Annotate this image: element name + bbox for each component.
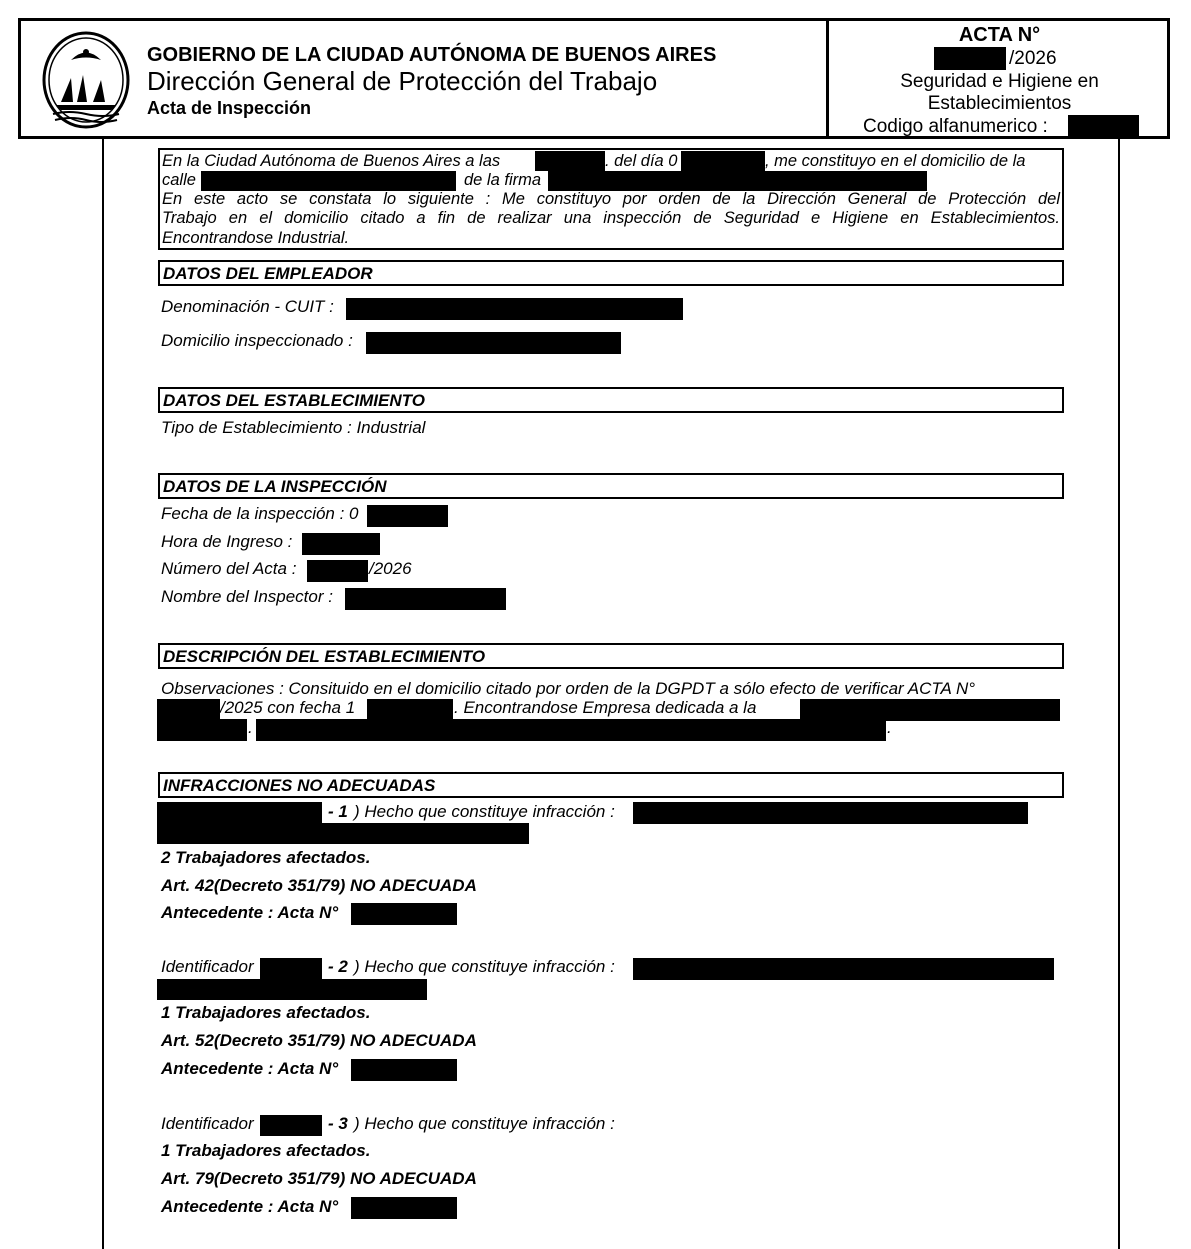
redacted-denominacion xyxy=(346,298,683,320)
redacted-numero xyxy=(307,560,368,582)
redacted-actividad xyxy=(800,699,1060,721)
city-seal-icon xyxy=(41,30,131,130)
intro-line-1b: . del día 0 xyxy=(605,152,678,170)
infraccion-2-hecho: ) Hecho que constituye infracción : xyxy=(354,957,615,976)
redacted-identificador-1 xyxy=(157,802,322,823)
redacted-hora xyxy=(302,533,380,555)
infraccion-2-num: - 2 xyxy=(328,957,348,976)
section-infracciones: INFRACCIONES NO ADECUADAS xyxy=(158,772,1064,798)
tipo-establecimiento: Tipo de Establecimiento : Industrial xyxy=(161,418,426,437)
fecha-inspeccion: Fecha de la inspección : 0 xyxy=(161,504,359,523)
section-descripcion: DESCRIPCIÓN DEL ESTABLECIMIENTO xyxy=(158,643,1064,669)
intro-line-1c: , me constituyo en el domicilio de la xyxy=(765,152,1026,170)
intro-line-5: Encontrandose Industrial. xyxy=(162,229,350,247)
redacted-antecedente-2 xyxy=(351,1059,457,1081)
section-establecimiento: DATOS DEL ESTABLECIMIENTO xyxy=(158,387,1064,413)
infraccion-3-prefix: Identificador xyxy=(161,1114,254,1133)
infraccion-1-articulo: Art. 42(Decreto 351/79) NO ADECUADA xyxy=(161,876,477,895)
redacted-identificador-3 xyxy=(260,1115,322,1136)
nombre-inspector: Nombre del Inspector : xyxy=(161,587,333,606)
codigo-label: Codigo alfanumerico : xyxy=(863,116,1048,137)
acta-label: ACTA N° xyxy=(958,24,1041,46)
acta-year: /2026 xyxy=(1009,48,1057,69)
redacted-acta-ref xyxy=(157,699,220,721)
observaciones-line-1: Observaciones : Consituido en el domicilio citado por orden de la DGPDT a sólo efecto de verificar ACTA N° xyxy=(161,679,976,698)
redacted-hour xyxy=(535,151,605,171)
redacted-antecedente-3 xyxy=(351,1197,457,1219)
redacted-hecho-1b xyxy=(157,823,529,844)
department-title: Dirección General de Protección del Trabajo xyxy=(147,66,658,96)
intro-line-3: En este acto se constata lo siguiente : Me constituyo por orden de la Dirección General de Protección del xyxy=(162,190,1060,208)
infraccion-2-articulo: Art. 52(Decreto 351/79) NO ADECUADA xyxy=(161,1031,477,1050)
redacted-identificador-2 xyxy=(260,958,322,979)
area-line-2: Establecimientos xyxy=(927,93,1072,114)
observaciones-line-3a: . xyxy=(248,718,253,737)
infraccion-1-num: - 1 xyxy=(328,802,348,821)
redacted-date xyxy=(681,151,765,171)
redacted-hecho-1 xyxy=(633,802,1028,824)
infraccion-1-hecho: ) Hecho que constituye infracción : xyxy=(354,802,615,821)
redacted-codigo xyxy=(1068,115,1139,138)
section-empleador: DATOS DEL EMPLEADOR xyxy=(158,260,1064,286)
redacted-inspector xyxy=(345,588,506,610)
redacted-firm xyxy=(548,171,927,191)
redacted-actividad-2 xyxy=(157,719,247,741)
numero-acta-year: /2026 xyxy=(369,559,412,578)
redacted-antecedente-1 xyxy=(351,903,457,925)
document-title: Acta de Inspección xyxy=(147,98,312,118)
infraccion-1-antecedente: Antecedente : Acta N° xyxy=(161,903,339,922)
redacted-domicilio xyxy=(366,332,621,354)
intro-line-2b: de la firma xyxy=(464,171,542,189)
government-title: GOBIERNO DE LA CIUDAD AUTÓNOMA DE BUENOS AIRES xyxy=(147,44,717,66)
area-line-1: Seguridad e Higiene en xyxy=(900,71,1099,92)
intro-line-1a: En la Ciudad Autónoma de Buenos Aires a las xyxy=(162,152,501,170)
infraccion-3-num: - 3 xyxy=(328,1114,348,1133)
observaciones-line-2b: . Encontrandose Empresa dedicada a la xyxy=(454,698,757,717)
infraccion-1-trabajadores: 2 Trabajadores afectados. xyxy=(161,848,371,867)
infraccion-2-trabajadores: 1 Trabajadores afectados. xyxy=(161,1003,371,1022)
infraccion-3-hecho: ) Hecho que constituye infracción : xyxy=(354,1114,615,1133)
redacted-fecha xyxy=(367,505,448,527)
observaciones-line-2a: /2025 con fecha 1 xyxy=(220,698,356,717)
numero-acta: Número del Acta : xyxy=(161,559,297,578)
document-header xyxy=(18,18,1170,139)
hora-ingreso: Hora de Ingreso : xyxy=(161,532,293,551)
infraccion-2-prefix: Identificador xyxy=(161,957,254,976)
infraccion-3-trabajadores: 1 Trabajadores afectados. xyxy=(161,1141,371,1160)
intro-line-2a: calle xyxy=(162,171,196,189)
redacted-fecha-ref xyxy=(367,699,453,721)
observaciones-line-3b: . xyxy=(887,718,892,737)
domicilio-label: Domicilio inspeccionado : xyxy=(161,331,353,350)
denominacion-label: Denominación - CUIT : xyxy=(161,297,334,316)
infraccion-3-antecedente: Antecedente : Acta N° xyxy=(161,1197,339,1216)
intro-line-4: Trabajo en el domicilio citado a fin de realizar una inspección de Seguridad e Higiene en Establecimientos. xyxy=(162,209,1060,227)
redacted-hecho-2b xyxy=(157,979,427,1000)
redacted-hecho-2 xyxy=(633,958,1054,980)
redacted-observaciones xyxy=(256,719,886,741)
infraccion-3-articulo: Art. 79(Decreto 351/79) NO ADECUADA xyxy=(161,1169,477,1188)
infraccion-2-antecedente: Antecedente : Acta N° xyxy=(161,1059,339,1078)
section-inspeccion: DATOS DE LA INSPECCIÓN xyxy=(158,473,1064,499)
redacted-street xyxy=(201,171,456,191)
redacted-acta-number xyxy=(934,47,1006,70)
